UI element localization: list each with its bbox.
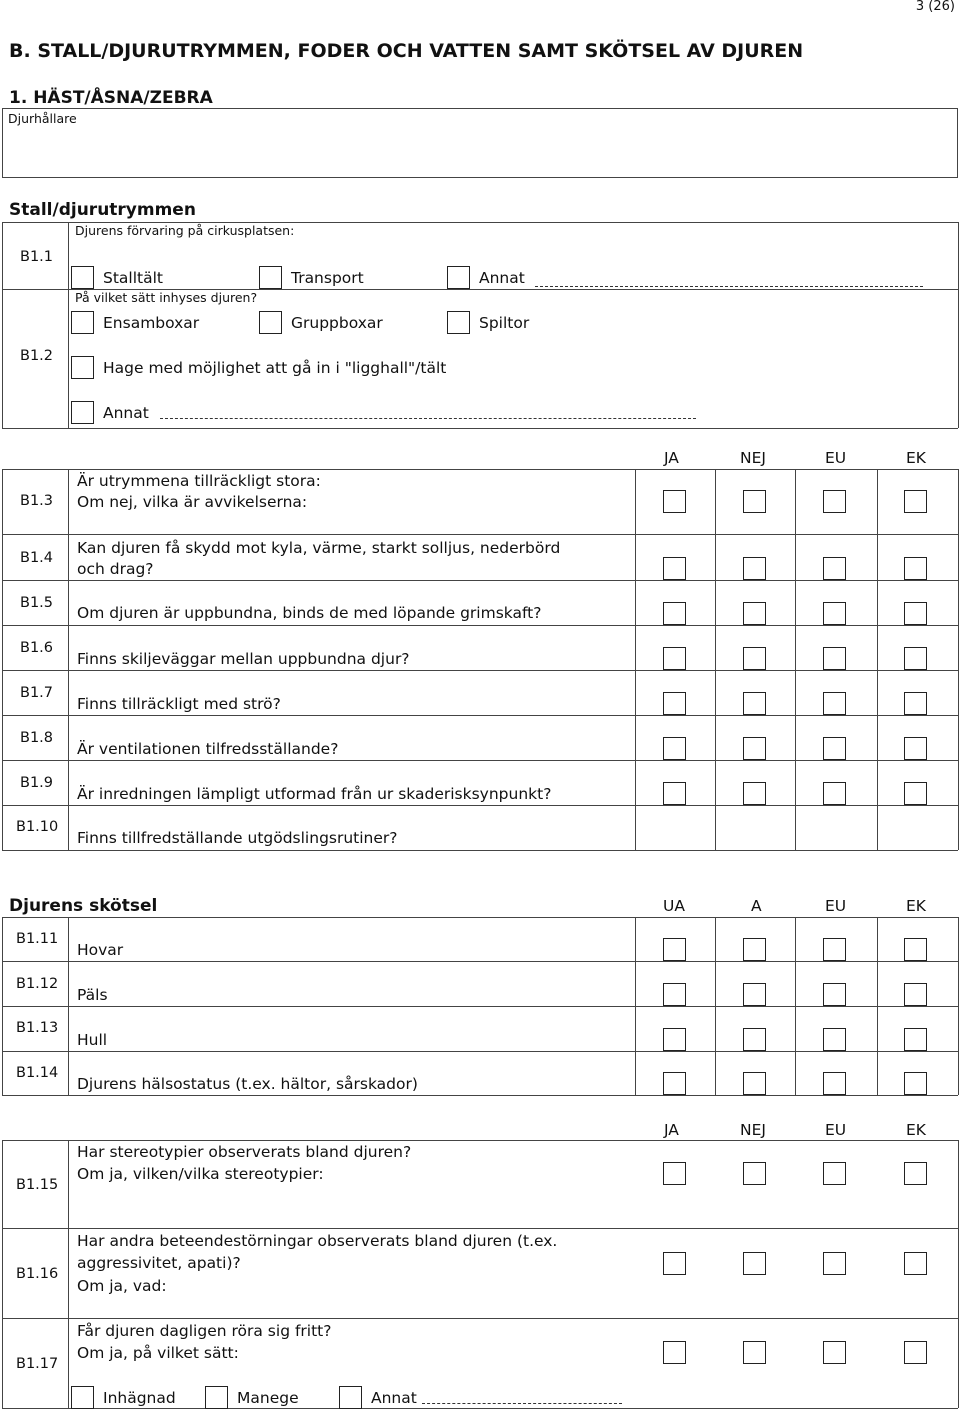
- checkbox-b1-15-nej[interactable]: [743, 1162, 766, 1185]
- b1-6-line1: Finns skiljeväggar mellan uppbundna djur?: [77, 650, 410, 668]
- checkbox-b1-15-ek[interactable]: [904, 1162, 927, 1185]
- option-annat-b1-2: Annat: [103, 404, 149, 422]
- header-ek-care: EK: [906, 897, 926, 915]
- checkbox-b1-6-ja[interactable]: [663, 647, 686, 670]
- checkbox-manege[interactable]: [205, 1386, 228, 1409]
- header-nej: NEJ: [740, 449, 766, 467]
- header-eu-care: EU: [825, 897, 847, 915]
- checkbox-b1-12-a[interactable]: [743, 983, 766, 1006]
- code-b1-5: B1.5: [20, 595, 54, 611]
- checkbox-b1-14-eu[interactable]: [823, 1072, 846, 1095]
- checkbox-b1-14-ua[interactable]: [663, 1072, 686, 1095]
- checkbox-b1-4-ek[interactable]: [904, 557, 927, 580]
- checkbox-inhagnad[interactable]: [71, 1386, 94, 1409]
- care-hovar: Hovar: [77, 941, 124, 959]
- checkbox-b1-9-eu[interactable]: [823, 782, 846, 805]
- code-b1-17: B1.17: [16, 1356, 59, 1372]
- checkbox-b1-3-nej[interactable]: [743, 490, 766, 513]
- checkbox-b1-13-a[interactable]: [743, 1028, 766, 1051]
- checkbox-b1-3-ja[interactable]: [663, 490, 686, 513]
- b1-4-line1: Kan djuren få skydd mot kyla, värme, starkt solljus, nederbörd: [77, 539, 561, 557]
- checkbox-b1-6-eu[interactable]: [823, 647, 846, 670]
- checkbox-b1-17-nej[interactable]: [743, 1341, 766, 1364]
- checkbox-b1-8-eu[interactable]: [823, 737, 846, 760]
- code-b1-10: B1.10: [16, 819, 59, 835]
- checkbox-hage[interactable]: [71, 356, 94, 379]
- option-annat-b1-1: Annat: [479, 269, 525, 287]
- checkbox-b1-9-ja[interactable]: [663, 782, 686, 805]
- code-b1-15: B1.15: [16, 1177, 59, 1193]
- code-b1-11: B1.11: [16, 931, 59, 947]
- owner-field[interactable]: [2, 108, 958, 178]
- annat-b1-2-line[interactable]: [160, 418, 696, 419]
- checkbox-b1-8-ek[interactable]: [904, 737, 927, 760]
- checkbox-b1-12-eu[interactable]: [823, 983, 846, 1006]
- checkbox-b1-16-nej[interactable]: [743, 1252, 766, 1275]
- stall-heading: Stall/djurutrymmen: [9, 200, 196, 220]
- code-b1-13: B1.13: [16, 1020, 59, 1036]
- checkbox-b1-9-ek[interactable]: [904, 782, 927, 805]
- code-b1-6: B1.6: [20, 640, 54, 656]
- b1-5-line1: Om djuren är uppbundna, binds de med löpande grimskaft?: [77, 604, 542, 622]
- checkbox-b1-7-eu[interactable]: [823, 692, 846, 715]
- checkbox-b1-7-ek[interactable]: [904, 692, 927, 715]
- checkbox-b1-14-a[interactable]: [743, 1072, 766, 1095]
- b1-15-line1: Har stereotypier observerats bland djuren?: [77, 1143, 412, 1161]
- header-ek-b: EK: [906, 1121, 926, 1139]
- b1-16-line2: aggressivitet, apati)?: [77, 1254, 241, 1272]
- b1-3-line2: Om nej, vilka är avvikelserna:: [77, 493, 308, 511]
- b1-2-question: På vilket sätt inhyses djuren?: [75, 290, 258, 305]
- b1-1-question: Djurens förvaring på cirkusplatsen:: [75, 223, 295, 238]
- option-stalltalt: Stalltält: [103, 269, 163, 287]
- checkbox-b1-3-eu[interactable]: [823, 490, 846, 513]
- code-b1-1: B1.1: [20, 249, 54, 265]
- header-ja: JA: [664, 449, 679, 467]
- option-ensamboxar: Ensamboxar: [103, 314, 200, 332]
- b1-8-line1: Är ventilationen tilfredsställande?: [77, 740, 339, 758]
- option-manege: Manege: [237, 1389, 299, 1407]
- b1-3-line1: Är utrymmena tillräckligt stora:: [77, 472, 321, 490]
- code-b1-14: B1.14: [16, 1065, 59, 1081]
- checkbox-b1-16-eu[interactable]: [823, 1252, 846, 1275]
- option-transport: Transport: [291, 269, 364, 287]
- checkbox-b1-7-nej[interactable]: [743, 692, 766, 715]
- checkbox-b1-4-ja[interactable]: [663, 557, 686, 580]
- header-ek: EK: [906, 449, 926, 467]
- checkbox-b1-6-nej[interactable]: [743, 647, 766, 670]
- header-ua: UA: [663, 897, 685, 915]
- code-b1-2: B1.2: [20, 348, 54, 364]
- checkbox-b1-4-nej[interactable]: [743, 557, 766, 580]
- code-b1-3: B1.3: [20, 493, 54, 509]
- b1-17-line1: Får djuren dagligen röra sig fritt?: [77, 1322, 332, 1340]
- code-b1-8: B1.8: [20, 730, 54, 746]
- header-nej-b: NEJ: [740, 1121, 766, 1139]
- b1-4-line2: och drag?: [77, 560, 154, 578]
- b1-10-line1: Finns tillfredställande utgödslingsrutiner?: [77, 829, 398, 847]
- code-b1-4: B1.4: [20, 550, 54, 566]
- annat-b1-1-line[interactable]: [535, 286, 923, 287]
- checkbox-b1-5-nej[interactable]: [743, 602, 766, 625]
- page-number: 3 (26): [915, 0, 955, 14]
- checkbox-b1-13-ek[interactable]: [904, 1028, 927, 1051]
- checkbox-ensamboxar[interactable]: [71, 311, 94, 334]
- care-hull: Hull: [77, 1031, 108, 1049]
- checkbox-b1-16-ja[interactable]: [663, 1252, 686, 1275]
- checkbox-b1-8-nej[interactable]: [743, 737, 766, 760]
- checkbox-gruppboxar[interactable]: [259, 311, 282, 334]
- b1-17-line2: Om ja, på vilket sätt:: [77, 1344, 239, 1362]
- option-gruppboxar: Gruppboxar: [291, 314, 383, 332]
- checkbox-b1-17-ek[interactable]: [904, 1341, 927, 1364]
- checkbox-annat-b1-1[interactable]: [447, 266, 470, 289]
- checkbox-b1-14-ek[interactable]: [904, 1072, 927, 1095]
- care-halsostatus: Djurens hälsostatus (t.ex. hältor, sårskador): [77, 1075, 418, 1093]
- checkbox-b1-11-ek[interactable]: [904, 938, 927, 961]
- checkbox-b1-8-ja[interactable]: [663, 737, 686, 760]
- code-b1-9: B1.9: [20, 775, 54, 791]
- checkbox-b1-13-eu[interactable]: [823, 1028, 846, 1051]
- checkbox-stalltalt[interactable]: [71, 266, 94, 289]
- checkbox-b1-11-a[interactable]: [743, 938, 766, 961]
- checkbox-b1-5-ja[interactable]: [663, 602, 686, 625]
- checkbox-b1-11-eu[interactable]: [823, 938, 846, 961]
- checkbox-b1-6-ek[interactable]: [904, 647, 927, 670]
- checkbox-b1-12-ek[interactable]: [904, 983, 927, 1006]
- checkbox-transport[interactable]: [259, 266, 282, 289]
- checkbox-b1-13-ua[interactable]: [663, 1028, 686, 1051]
- b1-16-line1: Har andra beteendestörningar observerats bland djuren (t.ex.: [77, 1232, 558, 1250]
- checkbox-b1-17-ja[interactable]: [663, 1341, 686, 1364]
- b1-7-line1: Finns tillräckligt med strö?: [77, 695, 281, 713]
- care-heading: Djurens skötsel: [9, 896, 158, 916]
- option-annat-b1-17: Annat: [371, 1389, 417, 1407]
- option-inhagnad: Inhägnad: [103, 1389, 176, 1407]
- checkbox-b1-4-eu[interactable]: [823, 557, 846, 580]
- checkbox-b1-5-ek[interactable]: [904, 602, 927, 625]
- option-hage: Hage med möjlighet att gå in i "ligghall"/tält: [103, 359, 447, 377]
- checkbox-b1-3-ek[interactable]: [904, 490, 927, 513]
- option-spiltor: Spiltor: [479, 314, 530, 332]
- checkbox-b1-17-eu[interactable]: [823, 1341, 846, 1364]
- checkbox-annat-b1-2[interactable]: [71, 401, 94, 424]
- checkbox-b1-9-nej[interactable]: [743, 782, 766, 805]
- checkbox-b1-11-ua[interactable]: [663, 938, 686, 961]
- checkbox-b1-5-eu[interactable]: [823, 602, 846, 625]
- code-b1-12: B1.12: [16, 976, 59, 992]
- checkbox-b1-15-eu[interactable]: [823, 1162, 846, 1185]
- owner-label: Djurhållare: [8, 111, 77, 126]
- checkbox-b1-15-ja[interactable]: [663, 1162, 686, 1185]
- checkbox-b1-12-ua[interactable]: [663, 983, 686, 1006]
- section-subtitle: 1. HÄST/ÅSNA/ZEBRA: [9, 88, 213, 108]
- annat-b1-17-line[interactable]: [422, 1403, 622, 1404]
- checkbox-b1-7-ja[interactable]: [663, 692, 686, 715]
- checkbox-spiltor[interactable]: [447, 311, 470, 334]
- care-pals: Päls: [77, 986, 108, 1004]
- b1-16-line3: Om ja, vad:: [77, 1277, 167, 1295]
- checkbox-annat-b1-17[interactable]: [339, 1386, 362, 1409]
- page-title: B. STALL/DJURUTRYMMEN, FODER OCH VATTEN SAMT SKÖTSEL AV DJUREN: [9, 40, 804, 62]
- header-a: A: [751, 897, 762, 915]
- b1-9-line1: Är inredningen lämpligt utformad från ur skaderisksynpunkt?: [77, 785, 552, 803]
- code-b1-7: B1.7: [20, 685, 54, 701]
- header-eu: EU: [825, 449, 847, 467]
- header-eu-b: EU: [825, 1121, 847, 1139]
- code-b1-16: B1.16: [16, 1266, 59, 1282]
- checkbox-b1-16-ek[interactable]: [904, 1252, 927, 1275]
- header-ja-b: JA: [664, 1121, 679, 1139]
- b1-15-line2: Om ja, vilken/vilka stereotypier:: [77, 1165, 324, 1183]
